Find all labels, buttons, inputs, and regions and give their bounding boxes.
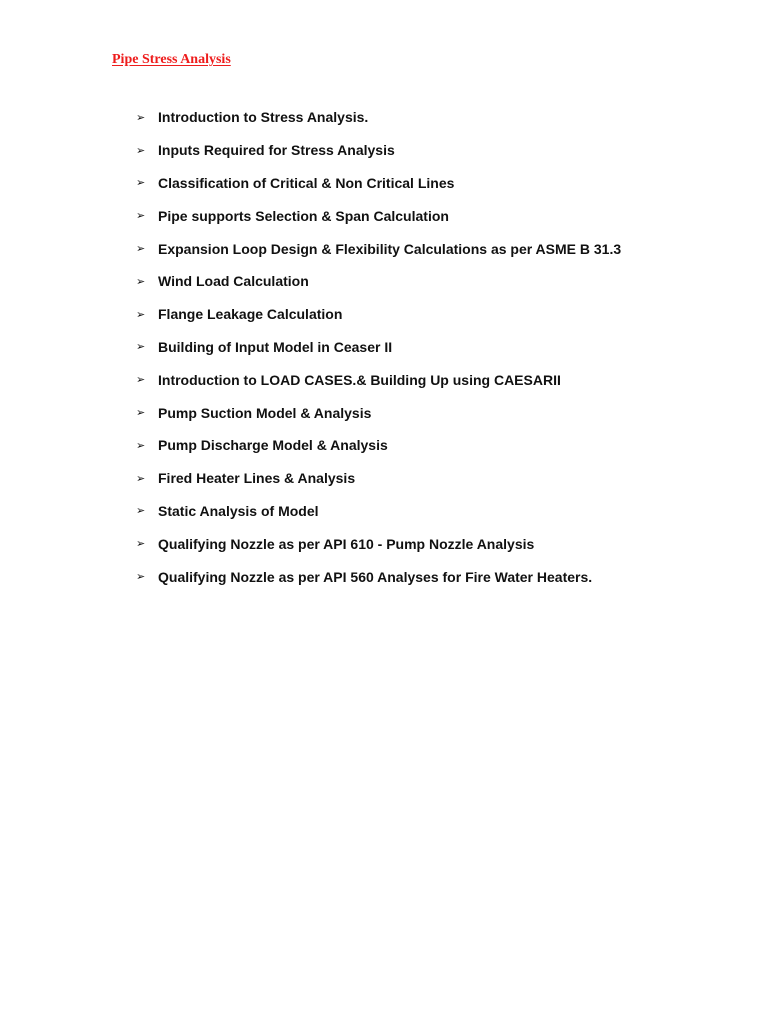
arrow-bullet-icon: ➢ [136, 504, 146, 518]
list-item [136, 363, 621, 396]
arrow-bullet-icon: ➢ [136, 176, 146, 190]
arrow-bullet-icon: ➢ [136, 406, 146, 420]
list-item [136, 560, 621, 593]
list-item-text: Classification of Critical & Non Critical Lines [158, 174, 455, 191]
list-item [136, 495, 621, 528]
topic-list [136, 101, 621, 593]
list-item-text: Flange Leakage Calculation [158, 306, 343, 323]
arrow-bullet-icon: ➢ [136, 471, 146, 485]
list-item-text: Pump Discharge Model & Analysis [158, 437, 388, 454]
list-item [136, 199, 621, 232]
list-item [136, 232, 621, 265]
list-item [136, 429, 621, 462]
arrow-bullet-icon: ➢ [136, 307, 146, 321]
list-item-text: Introduction to LOAD CASES.& Building Up using CAESARII [158, 371, 561, 388]
list-item-text: Building of Input Model in Ceaser II [158, 338, 393, 355]
arrow-bullet-icon: ➢ [136, 209, 146, 223]
arrow-bullet-icon: ➢ [136, 242, 146, 256]
page-title: Pipe Stress Analysis [112, 52, 231, 67]
arrow-bullet-icon: ➢ [136, 274, 146, 288]
list-item-text: Wind Load Calculation [158, 273, 309, 290]
arrow-bullet-icon: ➢ [136, 143, 146, 157]
list-item [136, 331, 621, 364]
list-item [136, 527, 621, 560]
list-item [136, 265, 621, 298]
list-item-text: Introduction to Stress Analysis. [158, 109, 369, 126]
list-item-text: Pump Suction Model & Analysis [158, 404, 372, 421]
list-item-text: Qualifying Nozzle as per API 560 Analyses for Fire Water Heaters. [158, 568, 593, 585]
arrow-bullet-icon: ➢ [136, 110, 146, 124]
arrow-bullet-icon: ➢ [136, 438, 146, 452]
list-item-text: Static Analysis of Model [158, 502, 319, 519]
list-item-text: Expansion Loop Design & Flexibility Calculations as per ASME B 31.3 [158, 240, 622, 257]
list-item [136, 396, 621, 429]
list-item [136, 167, 621, 200]
list-item [136, 101, 621, 134]
list-item-text: Pipe supports Selection & Span Calculation [158, 207, 449, 224]
list-item-text: Inputs Required for Stress Analysis [158, 142, 395, 159]
list-item [136, 134, 621, 167]
list-item-text: Qualifying Nozzle as per API 610 - Pump Nozzle Analysis [158, 535, 535, 552]
arrow-bullet-icon: ➢ [136, 373, 146, 387]
arrow-bullet-icon: ➢ [136, 570, 146, 584]
list-item-text: Fired Heater Lines & Analysis [158, 470, 356, 487]
arrow-bullet-icon: ➢ [136, 340, 146, 354]
list-item [136, 462, 621, 495]
list-item [136, 298, 621, 331]
arrow-bullet-icon: ➢ [136, 537, 146, 551]
